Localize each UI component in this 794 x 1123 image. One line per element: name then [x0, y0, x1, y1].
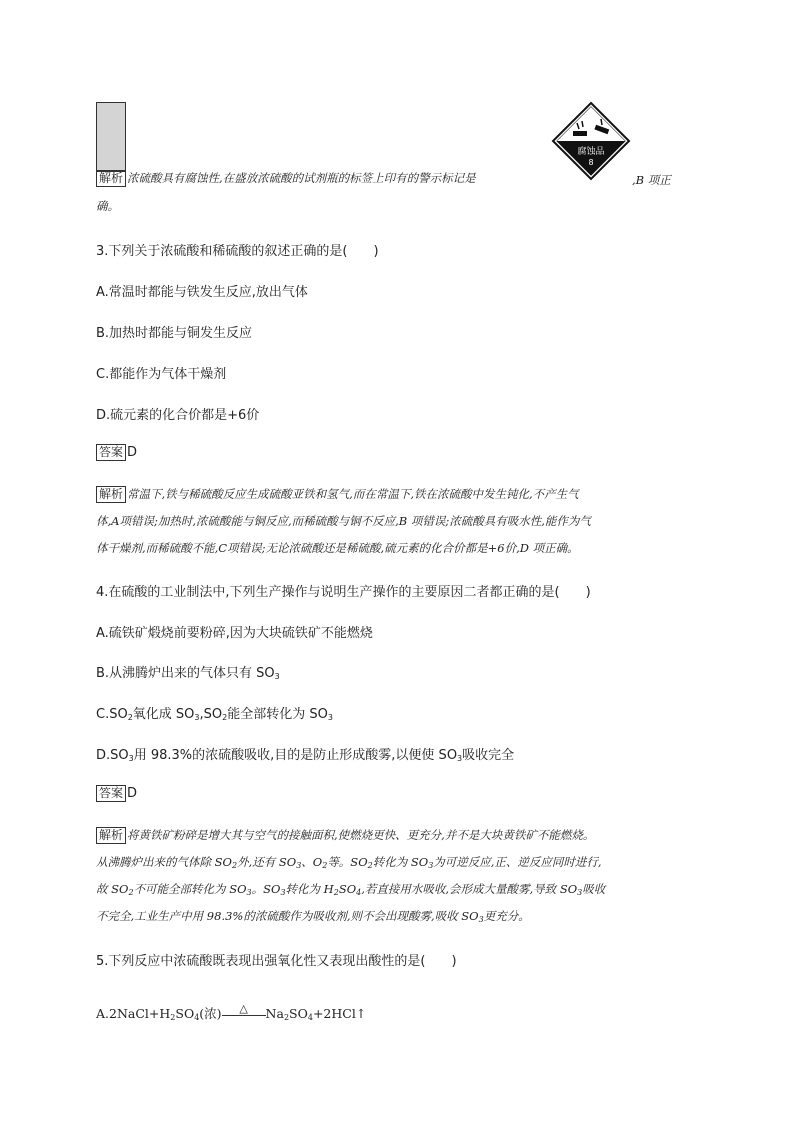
q3-option-c: C.都能作为气体干燥剂	[96, 367, 227, 382]
q3-option-a: A.常温时都能与铁发生反应,放出气体	[96, 285, 308, 300]
answer-blank-box	[96, 102, 126, 172]
analysis-text: 将黄铁矿粉碎是增大其与空气的接触面积,使燃烧更快、更充分,并不是大块黄铁矿不能燃烧。	[127, 828, 595, 842]
q5-option-a: $A.2NaCl+H_2SO_4$(浓) △ $Na_2SO_4+2HCl↑$	[96, 1002, 367, 1022]
q4-stem: 4.在硫酸的工业制法中,下列生产操作与说明生产操作的主要原因二者都正确的是( )	[96, 585, 591, 600]
analysis-tag: 解析	[96, 827, 126, 844]
q4-analysis-line4: 不完全,工业生产中用 98.3%的浓硫酸作为吸收剂,则不会出现酸雾,吸收 $SO_3$更充分。	[96, 909, 530, 924]
q3-analysis-line2: 体,A项错误;加热时,浓硫酸能与铜反应,而稀硫酸与铜不反应,B 项错误;浓硫酸具有吸水性,能作为气	[96, 514, 591, 528]
hazard-class: 8	[588, 158, 594, 167]
q3-analysis-line1	[96, 486, 579, 503]
answer-tag: 答案	[96, 444, 126, 461]
q3-analysis-line3: 体干燥剂,而稀硫酸不能,C项错误;无论浓硫酸还是稀硫酸,硫元素的化合价都是+6价,D 项正确。	[96, 541, 579, 555]
hazard-label: 腐蚀品	[577, 147, 605, 157]
q4-option-d: $D.SO_3$用 98.3%的浓硫酸吸收,目的是防止形成酸雾,以便使 $SO_3$吸收完全	[96, 748, 515, 763]
q3-answer	[96, 444, 137, 461]
q4-analysis-line1	[96, 827, 594, 844]
corrosive-hazard-icon	[551, 101, 631, 181]
reaction-condition: △	[222, 1015, 266, 1022]
analysis-tag: 解析	[96, 486, 126, 503]
analysis-text: 常温下,铁与稀硫酸反应生成硫酸亚铁和氢气,而在常温下,铁在浓硫酸中发生钝化,不产生气	[127, 487, 579, 501]
q4-analysis-line2: 从沸腾炉出来的气体除 $SO_2$外,还有 $SO_3$、$O_2$等。$SO_2$转化为 $SO_3$为可逆反应,正、逆反应同时进行,	[96, 855, 602, 870]
analysis-tag: 解析	[96, 170, 126, 187]
q5-stem: 5.下列反应中浓硫酸既表现出强氧化性又表现出酸性的是( )	[96, 954, 457, 969]
q3-option-b: B.加热时都能与铜发生反应	[96, 326, 253, 341]
q3-option-d: D.硫元素的化合价都是+6价	[96, 408, 260, 423]
q4-option-a: A.硫铁矿煅烧前要粉碎,因为大块硫铁矿不能燃烧	[96, 626, 373, 641]
q4-analysis-line3: 故 $SO_2$不可能全部转化为 $SO_3$。$SO_3$转化为 $H_2SO_4$,若直接用水吸收,会形成大量酸雾,导致 $SO_3$吸收	[96, 882, 606, 897]
q2-analysis-line1	[96, 170, 476, 187]
q4-answer	[96, 785, 137, 802]
analysis-text: 浓硫酸具有腐蚀性,在盛放浓硫酸的试剂瓶的标签上印有的警示标记是	[127, 171, 476, 185]
q3-stem: 3.下列关于浓硫酸和稀硫酸的叙述正确的是( )	[96, 244, 379, 259]
q4-option-b: B.从沸腾炉出来的气体只有 $SO_3$	[96, 666, 280, 681]
answer-tag: 答案	[96, 785, 126, 802]
q4-option-c: $C.SO_2$氧化成 $SO_3,SO_2$能全部转化为 $SO_3$	[96, 707, 333, 722]
answer-value: D	[127, 786, 138, 801]
answer-value: D	[127, 445, 138, 460]
q2-analysis-line2: 确。	[96, 199, 119, 213]
q2-analysis-line1-end: ,B 项正	[632, 173, 671, 187]
